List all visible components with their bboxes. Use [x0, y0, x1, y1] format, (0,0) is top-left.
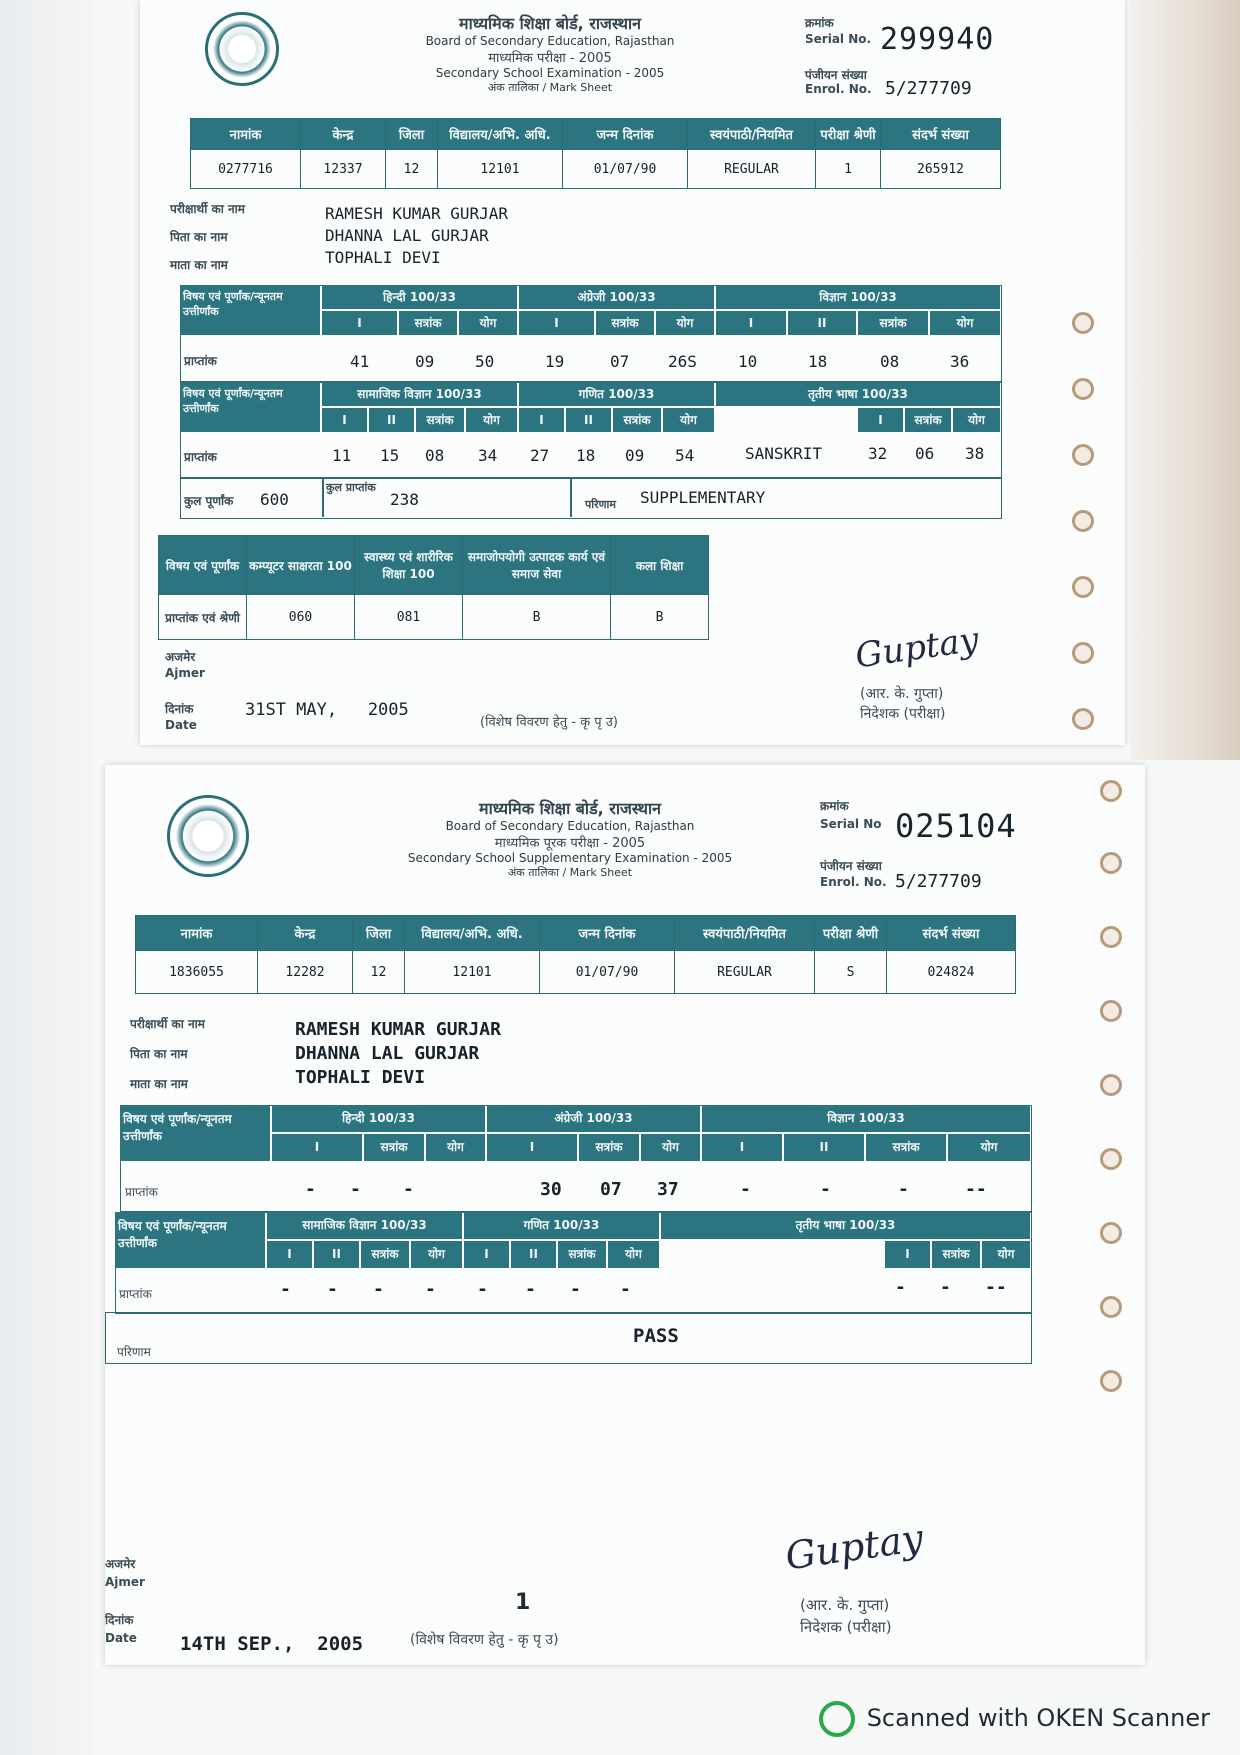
enrol-label-english: Enrol. No. [820, 875, 887, 889]
oken-scanner-logo-icon [819, 1701, 855, 1737]
hindi-mark-i: - [305, 1179, 316, 1200]
result-label: परिणाम [585, 498, 616, 511]
col-i-header: I [885, 1241, 930, 1268]
english-mark-total: 26S [668, 352, 697, 371]
hindi-mark-total: - [403, 1179, 414, 1200]
col-ii-header: II [566, 408, 611, 432]
english-mark-i: 19 [545, 352, 565, 371]
col-i-header: I [322, 311, 397, 335]
exam-name-english: Secondary School Examination - 2005 [435, 66, 665, 80]
col-sessional-header: सत्रांक [416, 408, 464, 432]
col-total-header: योग [641, 1134, 700, 1161]
exam-category: 1 [816, 150, 881, 189]
science-mark-ii: - [820, 1179, 831, 1200]
roll-details-table [135, 915, 1016, 994]
total-obtained-label: कुल प्राप्तांक [326, 481, 376, 494]
additional-row-label: प्राप्तांक एवं श्रेणी [159, 595, 247, 640]
page-number: 1 [515, 1590, 531, 1615]
col-total-header: योग [459, 311, 517, 335]
col-sessional-header: सत्रांक [613, 408, 661, 432]
marksheet-label: अंक तालिका / Mark Sheet [487, 81, 613, 94]
special-note: (विशेष विवरण हेतु - कृ पृ उ) [480, 715, 618, 730]
binder-hole-icon [1072, 510, 1094, 532]
social-mark-i: 11 [332, 446, 352, 465]
place-hindi: अजमेर [105, 1557, 136, 1571]
serial-number: 299940 [880, 22, 995, 57]
candidate-name-label: परीक्षार्थी का नाम [130, 1017, 205, 1031]
roll-details-value-row [136, 951, 1016, 994]
additional-subjects-table [158, 535, 709, 640]
col-ii-header: II [788, 311, 856, 335]
binder-hole-icon [1072, 444, 1094, 466]
father-name: DHANNA LAL GURJAR [325, 226, 489, 245]
roll-details-table [190, 118, 1001, 189]
social-mark-ii: 15 [380, 446, 400, 465]
col-sessional-header: सत्रांक [905, 408, 951, 432]
serial-number: 025104 [895, 807, 1017, 845]
third-language-mark-total: 38 [965, 444, 985, 463]
mother-name: TOPHALI DEVI [325, 248, 441, 267]
centre-code: 12282 [258, 951, 353, 994]
hindi-mark-total: 50 [475, 352, 495, 371]
candidate-type: REGULAR [675, 951, 815, 994]
issue-date: 31ST MAY, 2005 [245, 700, 409, 720]
col-i-header: I [487, 1134, 577, 1161]
roll-header-cell: संदर्भ संख्या [881, 119, 1001, 150]
date-label-english: Date [165, 718, 197, 732]
exam-name-english: Secondary School Supplementary Examination - 2005 [407, 851, 733, 865]
district-code: 12 [386, 150, 438, 189]
col-total-header: योग [982, 1241, 1030, 1268]
science-mark-total: -- [965, 1179, 987, 1200]
additional-header-cell: कला शिक्षा [611, 536, 709, 595]
signatory-designation: निदेशक (परीक्षा) [860, 706, 946, 722]
maths-mark-sessional: - [570, 1279, 581, 1300]
maths-mark-i: - [477, 1279, 488, 1300]
place-english: Ajmer [165, 666, 205, 680]
maths-mark-sessional: 09 [625, 446, 645, 465]
director-signature-icon: Guptay [782, 1515, 926, 1579]
roll-header-cell: परीक्षा श्रेणी [816, 119, 881, 150]
binder-hole-icon [1100, 1370, 1122, 1392]
maths-mark-i: 27 [530, 446, 550, 465]
roll-header-cell: नामांक [136, 916, 258, 951]
hindi-mark-sessional: 09 [415, 352, 435, 371]
roll-number: 1836055 [136, 951, 258, 994]
board-header [390, 797, 750, 880]
science-mark-sessional: 08 [880, 352, 900, 371]
district-code: 12 [353, 951, 405, 994]
board-header [400, 12, 700, 95]
board-seal-icon [167, 795, 249, 877]
social-science-header: सामाजिक विज्ञान 100/33 [267, 1212, 462, 1239]
col-i-header: I [716, 311, 786, 335]
science-mark-sessional: - [898, 1179, 909, 1200]
father-name: DHANNA LAL GURJAR [295, 1043, 480, 1064]
roll-header-cell: जन्म दिनांक [563, 119, 688, 150]
col-ii-header: II [314, 1241, 359, 1268]
date-label-english: Date [105, 1631, 137, 1645]
col-sessional-header: सत्रांक [361, 1241, 409, 1268]
full-marks-label: कुल पूर्णांक [184, 494, 234, 508]
candidate-name: RAMESH KUMAR GURJAR [295, 1019, 501, 1040]
english-mark-i: 30 [540, 1179, 562, 1200]
enrol-label-english: Enrol. No. [805, 82, 872, 96]
mother-name-label: माता का नाम [130, 1077, 188, 1091]
centre-code: 12337 [301, 150, 386, 189]
serial-label-english: Serial No. [805, 32, 872, 46]
third-language-mark-sessional: 06 [915, 444, 935, 463]
signatory-designation: निदेशक (परीक्षा) [800, 1618, 892, 1636]
science-header: विज्ञान 100/33 [702, 1105, 1030, 1132]
additional-header-cell: स्वास्थ्य एवं शारीरिक शिक्षा 100 [355, 536, 463, 595]
social-mark-i: - [280, 1279, 291, 1300]
science-mark-i: - [740, 1179, 751, 1200]
col-total-header: योग [466, 408, 517, 432]
roll-header-cell: केन्द्र [301, 119, 386, 150]
binder-hole-icon [1100, 1222, 1122, 1244]
serial-label-hindi: क्रमांक [805, 16, 834, 30]
reference-number: 024824 [887, 951, 1016, 994]
social-mark-sessional: - [373, 1279, 384, 1300]
col-sessional-header: सत्रांक [858, 311, 928, 335]
result-row [105, 1312, 1032, 1364]
father-name-label: पिता का नाम [130, 1047, 188, 1061]
candidate-name-label: परीक्षार्थी का नाम [170, 202, 245, 216]
binder-hole-icon [1100, 780, 1122, 802]
third-language-header: तृतीय भाषा 100/33 [661, 1212, 1030, 1239]
result-value: PASS [633, 1325, 679, 1347]
col-i-header: I [702, 1134, 782, 1161]
col-ii-header: II [784, 1134, 864, 1161]
col-sessional-header: सत्रांक [866, 1134, 946, 1161]
english-mark-total: 37 [657, 1179, 679, 1200]
additional-header-cell: कम्प्यूटर साक्षरता 100 [247, 536, 355, 595]
binder-hole-icon [1072, 642, 1094, 664]
signatory-name: (आर. के. गुप्ता) [800, 1596, 890, 1614]
father-name-label: पिता का नाम [170, 230, 228, 244]
third-language-header: तृतीय भाषा 100/33 [716, 382, 1000, 406]
board-name-english: Board of Secondary Education, Rajasthan [445, 819, 695, 833]
binder-hole-icon [1072, 708, 1094, 730]
binder-hole-icon [1100, 1148, 1122, 1170]
marksheet-label: अंक तालिका / Mark Sheet [507, 866, 633, 879]
roll-details-header-row [136, 916, 1016, 951]
maths-header: गणित 100/33 [519, 382, 714, 406]
english-header: अंग्रेजी 100/33 [487, 1105, 700, 1132]
board-name-hindi: माध्यमिक शिक्षा बोर्ड, राजस्थान [479, 799, 661, 818]
col-sessional-header: सत्रांक [596, 311, 654, 335]
obtained-label: प्राप्तांक [125, 1185, 158, 1199]
roll-header-cell: जन्म दिनांक [540, 916, 675, 951]
col-i-header: I [267, 1241, 312, 1268]
science-mark-i: 10 [738, 352, 758, 371]
board-name-english: Board of Secondary Education, Rajasthan [425, 34, 675, 48]
background-right-edge [1130, 0, 1240, 760]
third-language-mark-total: -- [985, 1277, 1007, 1298]
additional-header-row [159, 536, 709, 595]
place-english: Ajmer [105, 1575, 145, 1589]
result-value: SUPPLEMENTARY [640, 488, 766, 507]
hindi-mark-sessional: - [350, 1179, 361, 1200]
additional-header-cell: समाजोपयोगी उत्पादक कार्य एवं समाज सेवा [463, 536, 611, 595]
subject-label: विषय एवं पूर्णांक/न्यूनतम उत्तीर्णांक [180, 285, 320, 335]
col-total-header: योग [656, 311, 714, 335]
exam-name-hindi: माध्यमिक परीक्षा - 2005 [488, 51, 612, 66]
col-sessional-header: सत्रांक [932, 1241, 980, 1268]
roll-header-cell: विद्यालय/अभि. अधि. [438, 119, 563, 150]
col-total-header: योग [411, 1241, 462, 1268]
roll-details-header-row [191, 119, 1001, 150]
issue-date: 14TH SEP., 2005 [180, 1633, 364, 1655]
binder-hole-icon [1072, 378, 1094, 400]
subject-label: विषय एवं पूर्णांक/न्यूनतम उत्तीर्णांक [115, 1212, 265, 1268]
computer-literacy-grade: 060 [247, 595, 355, 640]
obtained-label: प्राप्तांक [119, 1287, 152, 1301]
serial-label-hindi: क्रमांक [820, 799, 849, 813]
mother-name: TOPHALI DEVI [295, 1067, 426, 1088]
art-education-grade: B [611, 595, 709, 640]
roll-header-cell: संदर्भ संख्या [887, 916, 1016, 951]
binder-hole-icon [1100, 1000, 1122, 1022]
col-ii-header: II [369, 408, 414, 432]
col-total-header: योग [608, 1241, 659, 1268]
enrol-label-hindi: पंजीयन संख्या [820, 859, 882, 873]
maths-header: गणित 100/33 [464, 1212, 659, 1239]
col-i-header: I [322, 408, 367, 432]
special-note: (विशेष विवरण हेतु - कृ पृ उ) [410, 1632, 559, 1648]
science-header: विज्ञान 100/33 [716, 285, 1000, 309]
roll-header-cell: स्वयंपाठी/नियमित [688, 119, 816, 150]
hindi-mark-i: 41 [350, 352, 370, 371]
col-sessional-header: सत्रांक [558, 1241, 606, 1268]
additional-header-cell: विषय एवं पूर्णांक [159, 536, 247, 595]
english-mark-sessional: 07 [610, 352, 630, 371]
col-total-header: योग [426, 1134, 485, 1161]
full-marks-value: 600 [260, 490, 289, 509]
col-total-header: योग [930, 311, 1000, 335]
roll-header-cell: परीक्षा श्रेणी [815, 916, 887, 951]
roll-header-cell: जिला [386, 119, 438, 150]
col-i-header: I [519, 408, 564, 432]
col-i-header: I [858, 408, 903, 432]
director-signature-icon: Guptay [852, 619, 982, 677]
obtained-label: प्राप्तांक [184, 450, 217, 464]
roll-header-cell: नामांक [191, 119, 301, 150]
third-language-mark-sessional: - [940, 1277, 951, 1298]
school-code: 12101 [405, 951, 540, 994]
col-i-header: I [464, 1241, 509, 1268]
background-left-edge [0, 0, 95, 1755]
enrol-label-hindi: पंजीयन संख्या [805, 68, 867, 82]
col-sessional-header: सत्रांक [364, 1134, 424, 1161]
scanner-label: Scanned with OKEN Scanner [866, 1704, 1210, 1732]
english-mark-sessional: 07 [600, 1179, 622, 1200]
social-mark-ii: - [327, 1279, 338, 1300]
place-hindi: अजमेर [165, 650, 196, 664]
hindi-header: हिन्दी 100/33 [322, 285, 517, 309]
enrol-number: 5/277709 [895, 871, 982, 892]
col-sessional-header: सत्रांक [579, 1134, 639, 1161]
roll-details-value-row [191, 150, 1001, 189]
hindi-header: हिन्दी 100/33 [272, 1105, 485, 1132]
enrol-number: 5/277709 [885, 78, 972, 99]
roll-header-cell: जिला [353, 916, 405, 951]
reference-number: 265912 [881, 150, 1001, 189]
result-label: परिणाम [117, 1345, 151, 1359]
binder-hole-icon [1100, 1074, 1122, 1096]
third-language-subject: SANSKRIT [745, 444, 823, 463]
social-mark-sessional: 08 [425, 446, 445, 465]
roll-header-cell: विद्यालय/अभि. अधि. [405, 916, 540, 951]
total-obtained-value: 238 [390, 490, 419, 509]
scanner-watermark [819, 1701, 1210, 1737]
marksheet-supplementary [105, 765, 1145, 1665]
col-total-header: योग [953, 408, 1000, 432]
subject-label: विषय एवं पूर्णांक/न्यूनतम उत्तीर्णांक [180, 382, 320, 432]
additional-value-row [159, 595, 709, 640]
science-mark-ii: 18 [808, 352, 828, 371]
candidate-name: RAMESH KUMAR GURJAR [325, 204, 509, 223]
school-code: 12101 [438, 150, 563, 189]
col-sessional-header: सत्रांक [399, 311, 457, 335]
mother-name-label: माता का नाम [170, 258, 228, 272]
binder-hole-icon [1100, 1296, 1122, 1318]
binder-hole-icon [1100, 852, 1122, 874]
subject-label: विषय एवं पूर्णांक/न्यूनतम उत्तीर्णांक [120, 1105, 270, 1161]
board-name-hindi: माध्यमिक शिक्षा बोर्ड, राजस्थान [459, 14, 641, 33]
col-ii-header: II [511, 1241, 556, 1268]
exam-name-hindi: माध्यमिक पूरक परीक्षा - 2005 [494, 836, 646, 851]
candidate-type: REGULAR [688, 150, 816, 189]
maths-mark-ii: 18 [576, 446, 596, 465]
binder-hole-icon [1100, 926, 1122, 948]
serial-label-english: Serial No [820, 817, 882, 831]
divider [322, 477, 324, 517]
maths-mark-ii: - [525, 1279, 536, 1300]
english-header: अंग्रेजी 100/33 [519, 285, 714, 309]
roll-header-cell: स्वयंपाठी/नियमित [675, 916, 815, 951]
roll-number: 0277716 [191, 150, 301, 189]
date-of-birth: 01/07/90 [540, 951, 675, 994]
date-of-birth: 01/07/90 [563, 150, 688, 189]
signatory-name: (आर. के. गुप्ता) [860, 686, 944, 702]
obtained-label: प्राप्तांक [184, 354, 217, 368]
divider [570, 477, 572, 517]
health-pe-grade: 081 [355, 595, 463, 640]
supw-grade: B [463, 595, 611, 640]
binder-hole-icon [1072, 576, 1094, 598]
col-total-header: योग [948, 1134, 1030, 1161]
third-language-mark-i: 32 [868, 444, 888, 463]
roll-header-cell: केन्द्र [258, 916, 353, 951]
date-label-hindi: दिनांक [105, 1613, 134, 1627]
binder-hole-icon [1072, 312, 1094, 334]
third-language-mark-i: - [895, 1277, 906, 1298]
col-i-header: I [519, 311, 594, 335]
social-mark-total: 34 [478, 446, 498, 465]
board-seal-icon [205, 12, 279, 86]
exam-category: S [815, 951, 887, 994]
marksheet-main [140, 0, 1125, 745]
col-i-header: I [272, 1134, 362, 1161]
science-mark-total: 36 [950, 352, 970, 371]
social-science-header: सामाजिक विज्ञान 100/33 [322, 382, 517, 406]
maths-mark-total: 54 [675, 446, 695, 465]
social-mark-total: - [425, 1279, 436, 1300]
col-total-header: योग [663, 408, 714, 432]
date-label-hindi: दिनांक [165, 702, 194, 716]
maths-mark-total: - [620, 1279, 631, 1300]
